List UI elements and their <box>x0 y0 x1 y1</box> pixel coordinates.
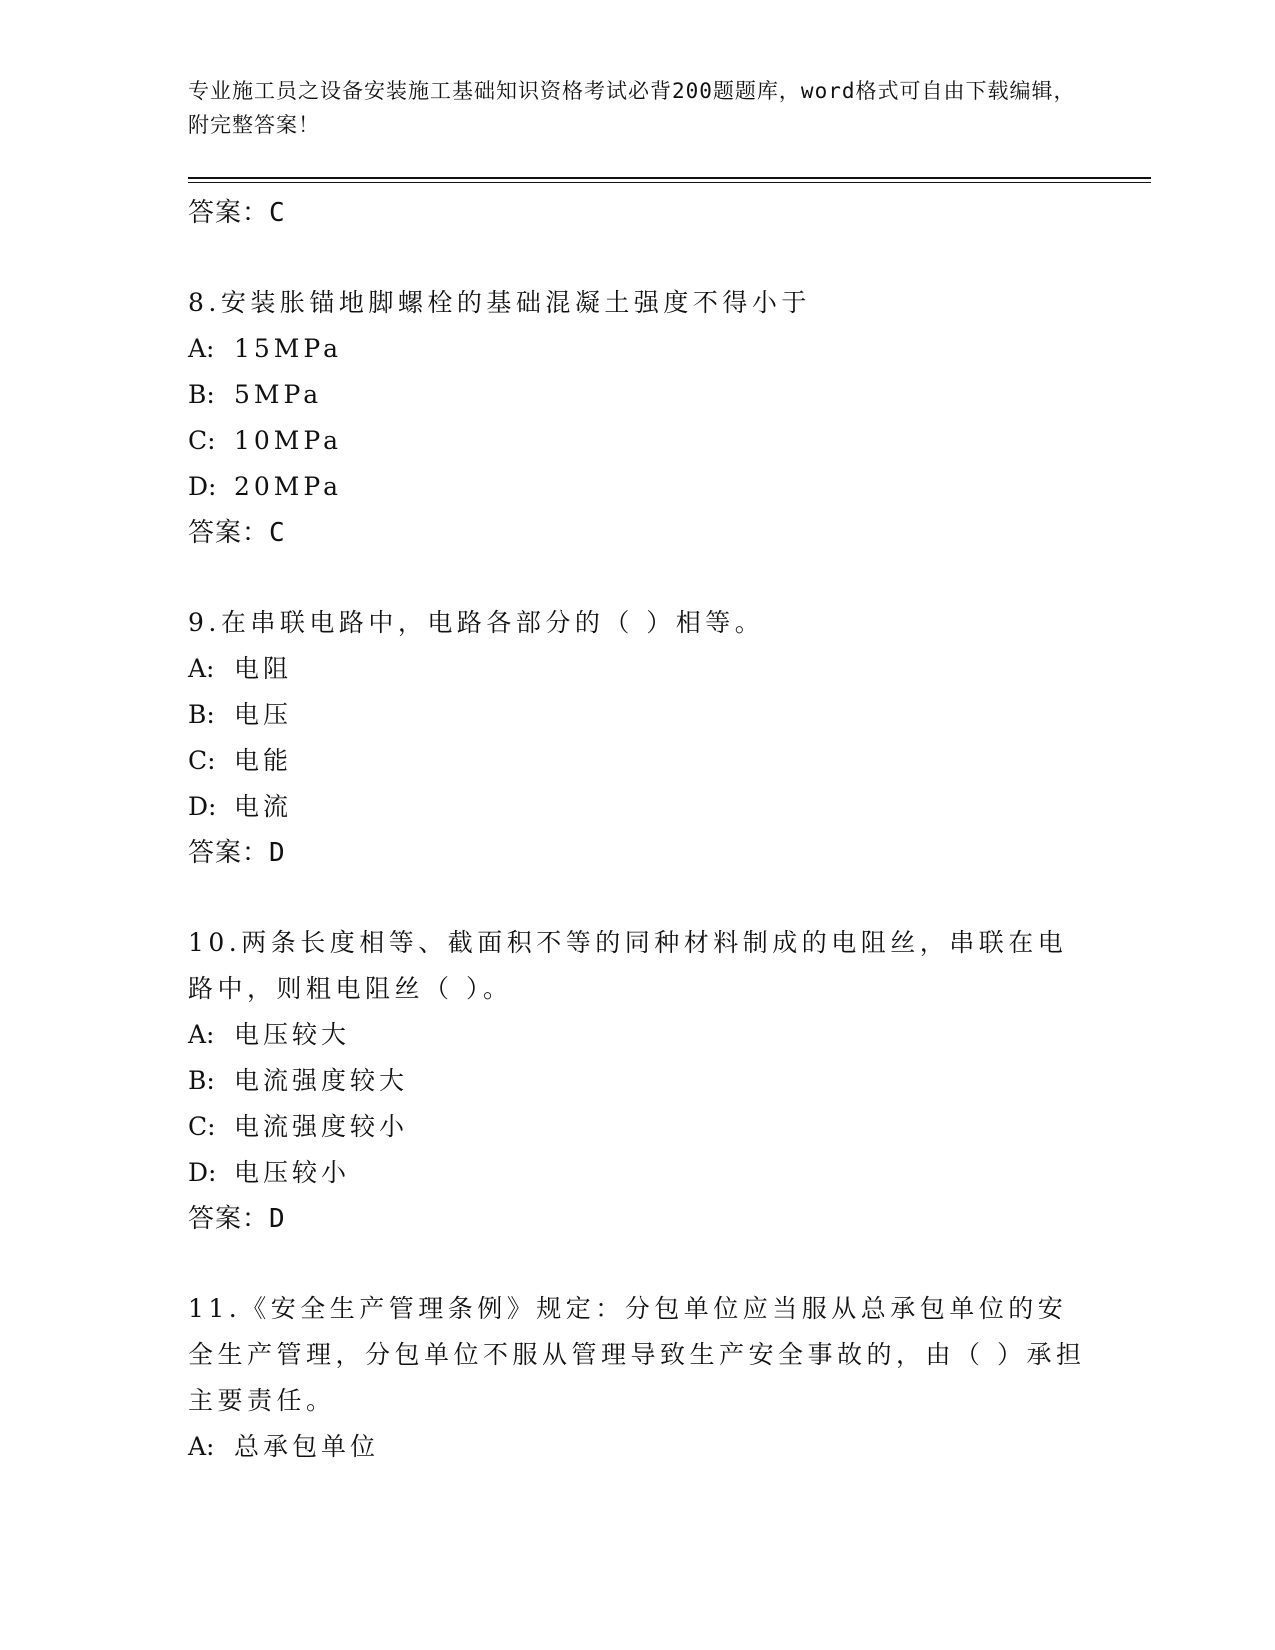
option-text: 电流 <box>234 792 293 821</box>
option-letter: D: <box>188 792 217 821</box>
question-stem: 9.在串联电路中，电路各部分的（ ）相等。 <box>188 608 765 637</box>
header-rule-thick <box>188 177 1151 179</box>
question-10 <box>188 920 1088 1242</box>
option-letter: C: <box>188 746 216 775</box>
option-text: 5MPa <box>234 380 323 409</box>
option-text: 电阻 <box>234 654 293 683</box>
option-letter: A: <box>188 1020 215 1049</box>
option-b <box>188 1058 1088 1104</box>
option-text: 电压较小 <box>234 1158 351 1187</box>
option-letter: C: <box>188 426 216 455</box>
document-header <box>188 74 1088 142</box>
option-d <box>188 784 1088 830</box>
option-text: 15MPa <box>234 334 343 363</box>
option-a <box>188 326 1088 372</box>
answer-line: 答案：D <box>188 1204 286 1234</box>
option-c <box>188 738 1088 784</box>
option-letter: A: <box>188 654 215 683</box>
option-text: 20MPa <box>234 472 343 501</box>
option-letter: A: <box>188 1432 215 1461</box>
option-text: 电压较大 <box>234 1020 351 1049</box>
option-text: 10MPa <box>234 426 343 455</box>
option-text: 电流强度较大 <box>234 1066 409 1095</box>
question-stem: 10.两条长度相等、截面积不等的同种材料制成的电阻丝，串联在电路中，则粗电阻丝（ ）。 <box>188 928 1068 1003</box>
question-8 <box>188 280 1088 556</box>
option-letter: A: <box>188 334 215 363</box>
answer-line: 答案：C <box>188 518 286 548</box>
option-letter: D: <box>188 472 217 501</box>
option-c <box>188 418 1088 464</box>
option-d <box>188 1150 1088 1196</box>
question-stem: 11.《安全生产管理条例》规定：分包单位应当服从总承包单位的安全生产管理，分包单位不服从管理导致生产安全事故的，由（ ）承担主要责任。 <box>188 1294 1086 1415</box>
option-text: 电压 <box>234 700 293 729</box>
option-text: 电流强度较小 <box>234 1112 409 1141</box>
question-stem: 8.安装胀锚地脚螺栓的基础混凝土强度不得小于 <box>188 288 811 317</box>
option-d <box>188 464 1088 510</box>
option-b <box>188 692 1088 738</box>
header-rule-thin <box>188 182 1151 183</box>
question-11 <box>188 1286 1088 1470</box>
option-letter: B: <box>188 700 215 729</box>
option-letter: B: <box>188 1066 215 1095</box>
header-text: 专业施工员之设备安装施工基础知识资格考试必背200题题库，word格式可自由下载编辑，附完整答案！ <box>188 79 1076 137</box>
answer-line: 答案：D <box>188 838 286 868</box>
option-b <box>188 372 1088 418</box>
question-9 <box>188 600 1088 876</box>
option-letter: B: <box>188 380 215 409</box>
option-a <box>188 1424 1088 1470</box>
option-text: 电能 <box>234 746 293 775</box>
answer-line: 答案：C <box>188 198 286 228</box>
option-text: 总承包单位 <box>234 1432 380 1461</box>
question-list <box>188 190 1088 1470</box>
option-a <box>188 1012 1088 1058</box>
option-letter: C: <box>188 1112 216 1141</box>
option-c <box>188 1104 1088 1150</box>
option-a <box>188 646 1088 692</box>
option-letter: D: <box>188 1158 217 1187</box>
